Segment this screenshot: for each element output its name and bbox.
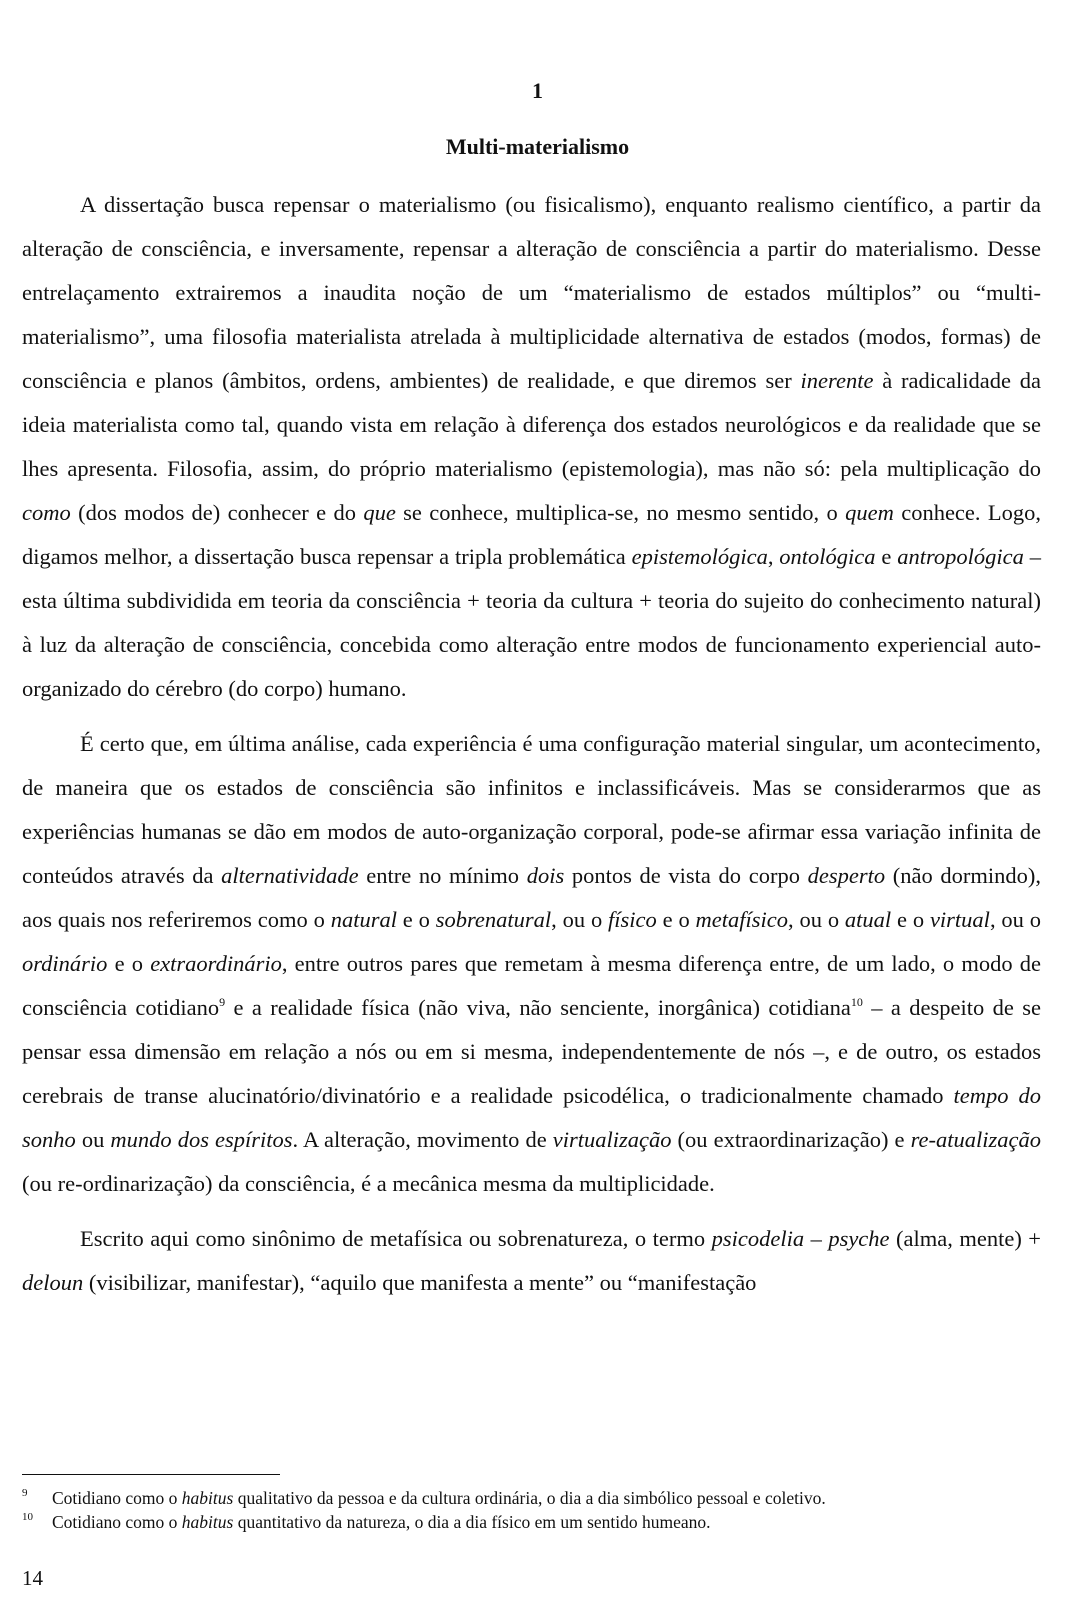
emphasis: natural <box>330 907 397 932</box>
emphasis: tempo do sonho <box>22 1083 1041 1152</box>
text-run: , <box>767 544 780 569</box>
emphasis: dois <box>526 863 565 888</box>
paragraph-3 <box>22 1217 1041 1305</box>
text-run: – esta última subdividida em teoria da consciência + teoria da cultura + teoria do sujeito do conhecimento natural) à luz da alteração de consciência, concebida como alteração entre modos de funcionamento experiencial auto-organizado do cérebro (do corpo) humano. <box>22 544 1041 701</box>
emphasis: que <box>363 500 396 525</box>
footnote-text: Cotidiano como o <box>52 1512 182 1532</box>
page-number: 14 <box>22 1566 43 1590</box>
emphasis: psyche <box>828 1226 890 1251</box>
emphasis: ontológica <box>779 544 876 569</box>
text-run: , entre outros pares que remetam à mesma diferença entre, de um lado, o modo de consciência cotidiano <box>22 951 1041 1020</box>
text-run: A dissertação busca repensar o materialismo (ou fisicalismo), enquanto realismo científico, a partir da alteração de consciência, e inversamente, repensar a alteração de consciência a partir do materialismo. Desse entrelaçamento extrairemos a inaudita noção de um “materialismo de estados múltiplos” ou “multi-materialismo”, uma filosofia materialista atrelada à multiplicidade alternativa de estados (modos, formas) de consciência e planos (âmbitos, ordens, ambientes) de realidade, e que diremos ser <box>22 192 1041 393</box>
text-run: e o <box>656 907 696 932</box>
emphasis: virtual <box>929 907 990 932</box>
footnote-9 <box>22 1486 1041 1510</box>
chapter-number: 1 <box>532 78 543 103</box>
text-run: ou <box>75 1127 111 1152</box>
text-run: pontos de vista do corpo <box>564 863 808 888</box>
emphasis: sobrenatural <box>435 907 552 932</box>
emphasis: quem <box>845 500 894 525</box>
text-run: (alma, mente) + <box>889 1226 1042 1251</box>
footnote-ref-9[interactable]: 9 <box>219 995 226 1009</box>
text-run: (visibilizar, manifestar), “aquilo que manifesta a mente” ou “manifestação <box>83 1270 757 1295</box>
emphasis: inerente <box>800 368 874 393</box>
emphasis: desperto <box>807 863 886 888</box>
text-run: – a despeito de se pensar essa dimensão em relação a nós ou em si mesma, independentemente de nós –, e de outro, os estados cerebrais de transe alucinatório/divinatório e a realidade psicodélica, o tradicionalmente chamado <box>22 995 1041 1108</box>
footnote-emphasis: habitus <box>181 1512 234 1532</box>
footnote-text: Cotidiano como o <box>52 1488 182 1508</box>
text-run: conhece. Logo, digamos melhor, a dissertação busca repensar a tripla problemática <box>22 500 1041 569</box>
footnote-number: 10 <box>22 1511 33 1523</box>
footnote-number: 9 <box>22 1487 28 1499</box>
emphasis: alternatividade <box>221 863 359 888</box>
emphasis: deloun <box>22 1270 84 1295</box>
paragraph-2 <box>22 722 1041 1206</box>
footnote-10 <box>22 1510 1041 1534</box>
emphasis: extraordinário <box>150 951 282 976</box>
emphasis: epistemológica <box>631 544 768 569</box>
footnotes <box>22 1486 1041 1534</box>
emphasis: psicodelia <box>711 1226 805 1251</box>
emphasis: atual <box>844 907 892 932</box>
emphasis: re-atualização <box>910 1127 1042 1152</box>
footnote-text: quantitativo da natureza, o dia a dia físico em um sentido humeano. <box>233 1512 711 1532</box>
emphasis: mundo dos espíritos <box>110 1127 293 1152</box>
body-text <box>22 183 1041 1316</box>
emphasis: físico <box>608 907 657 932</box>
text-run: (não dormindo), aos quais nos referiremos como o <box>22 863 1041 932</box>
emphasis: como <box>22 500 71 525</box>
text-run: , ou o <box>551 907 609 932</box>
emphasis: antropológica <box>897 544 1024 569</box>
footnote-text: qualitativo da pessoa e da cultura ordinária, o dia a dia simbólico pessoal e coletivo. <box>233 1488 826 1508</box>
text-run: à radicalidade da ideia materialista como tal, quando vista em relação à diferença dos estados neurológicos e da realidade que se lhes apresenta. Filosofia, assim, do próprio materialismo (epistemologia), mas não só: pela multiplicação do <box>22 368 1042 481</box>
paragraph-1 <box>22 183 1041 711</box>
text-run: , ou o <box>788 907 845 932</box>
text-run: se conhece, multiplica-se, no mesmo sentido, o <box>395 500 846 525</box>
text-run: entre no mínimo <box>358 863 527 888</box>
text-run: – <box>804 1226 829 1251</box>
text-run: e <box>875 544 898 569</box>
emphasis: metafísico <box>695 907 789 932</box>
footnote-separator <box>22 1474 280 1475</box>
text-run: e a realidade física (não viva, não senciente, inorgânica) cotidiana <box>225 995 851 1020</box>
chapter-title: Multi-materialismo <box>445 134 630 159</box>
text-run: . A alteração, movimento de <box>292 1127 553 1152</box>
footnote-emphasis: habitus <box>181 1488 234 1508</box>
text-run: Escrito aqui como sinônimo de metafísica ou sobrenatureza, o termo <box>80 1226 712 1251</box>
text-run: (ou re-ordinarização) da consciência, é a mecânica mesma da multiplicidade. <box>22 1171 715 1196</box>
emphasis: ordinário <box>22 951 108 976</box>
text-run: É certo que, em última análise, cada experiência é uma configuração material singular, um acontecimento, de maneira que os estados de consciência são infinitos e inclassificáveis. Mas se considerarmos que as experiências humanas se dão em modos de auto-organização corporal, pode-se afirmar essa variação infinita de conteúdos através da <box>22 731 1041 888</box>
emphasis: virtualização <box>552 1127 672 1152</box>
text-run: (ou extraordinarização) e <box>671 1127 911 1152</box>
text-run: (dos modos de) conhecer e do <box>70 500 364 525</box>
text-run: , ou o <box>989 907 1041 932</box>
text-run: e o <box>107 951 151 976</box>
footnote-ref-10[interactable]: 10 <box>850 995 863 1009</box>
text-run: e o <box>891 907 930 932</box>
text-run: e o <box>396 907 436 932</box>
